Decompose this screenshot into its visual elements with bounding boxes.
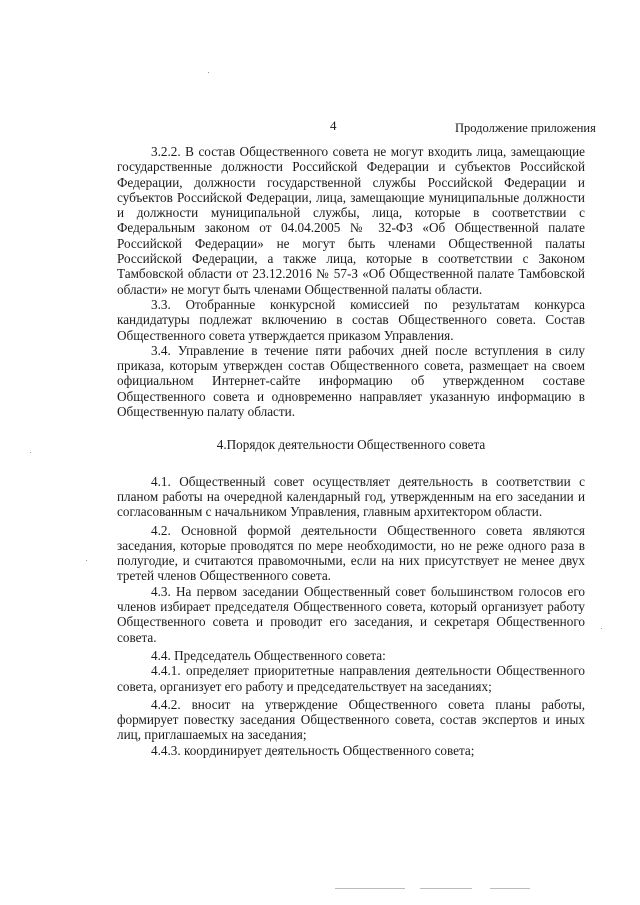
paragraph-3-2-2: 3.2.2. В состав Общественного совета не могут входить лица, замещающие государственные должности Российской Федерации и субъектов Российской Федерации, должности государственной службы Российской Федерации и субъектов Российской Федерации, лица, замещающие муниципальные должности и должности муниципальной службы, лица, которые в соответствии с Федеральным законом от 04.04.2005 № 32-ФЗ «Об Общественной палате Российской Федерации» не могут быть членами Общественной палаты Российской Федерации, а также лица, которые в соответствии с Законом Тамбовской области от 23.12.2016 № 57-З «Об Общественной палате Тамбовской области» не могут быть членами Общественной палаты области. bbox=[117, 144, 585, 297]
scan-speck bbox=[601, 628, 602, 629]
paragraph-4-4-1: 4.4.1. определяет приоритетные направления деятельности Общественного совета, организует его работу и председательствует на заседаниях; bbox=[117, 663, 585, 694]
scan-edge-line bbox=[420, 888, 472, 889]
document-body bbox=[117, 144, 585, 758]
scan-edge-line bbox=[490, 888, 530, 889]
scan-speck bbox=[208, 72, 209, 73]
continuation-note: Продолжение приложения bbox=[455, 121, 596, 135]
paragraph-4-3: 4.3. На первом заседании Общественный совет большинством голосов его членов избирает председателя Общественного совета, который организует работу Общественного совета и проводит его заседания, и секретаря Общественного совета. bbox=[117, 583, 585, 645]
paragraph-4-4: 4.4. Председатель Общественного совета: bbox=[151, 647, 386, 663]
scan-speck bbox=[30, 452, 31, 453]
paragraph-4-1: 4.1. Общественный совет осуществляет деятельность в соответствии с планом работы на очередной календарный год, утвержденным на его заседании и согласованным с начальником Управления, главным архитектором области. bbox=[117, 473, 585, 520]
scan-edge-line bbox=[335, 888, 405, 889]
section-heading: 4.Порядок деятельности Общественного совета bbox=[216, 437, 486, 453]
paragraph-4-4-3: 4.4.3. координирует деятельность Общественного совета; bbox=[151, 742, 475, 758]
paragraph-4-2: 4.2. Основной формой деятельности Общественного совета являются заседания, которые проводятся по мере необходимости, но не реже одного раза в полугодие, и считаются правомочными, если на них присутствует не менее двух третей членов Общественного совета. bbox=[117, 522, 585, 584]
paragraph-3-4: 3.4. Управление в течение пяти рабочих дней после вступления в силу приказа, которым утвержден состав Общественного совета, размещает на своем официальном Интернет-сайте информацию об утвержденном составе Общественного совета и одновременно направляет указанную информацию в Общественную палату области. bbox=[117, 342, 585, 420]
paragraph-4-4-2: 4.4.2. вносит на утверждение Общественного совета планы работы, формирует повестку заседания Общественного совета, состав экспертов и иных лиц, приглашаемых на заседания; bbox=[117, 696, 585, 743]
paragraph-3-3: 3.3. Отобранные конкурсной комиссией по результатам конкурса кандидатуры подлежат включению в состав Общественного совета. Состав Общественного совета утверждается приказом Управления. bbox=[117, 296, 585, 343]
page-number: 4 bbox=[330, 118, 337, 133]
scan-speck bbox=[86, 560, 87, 561]
